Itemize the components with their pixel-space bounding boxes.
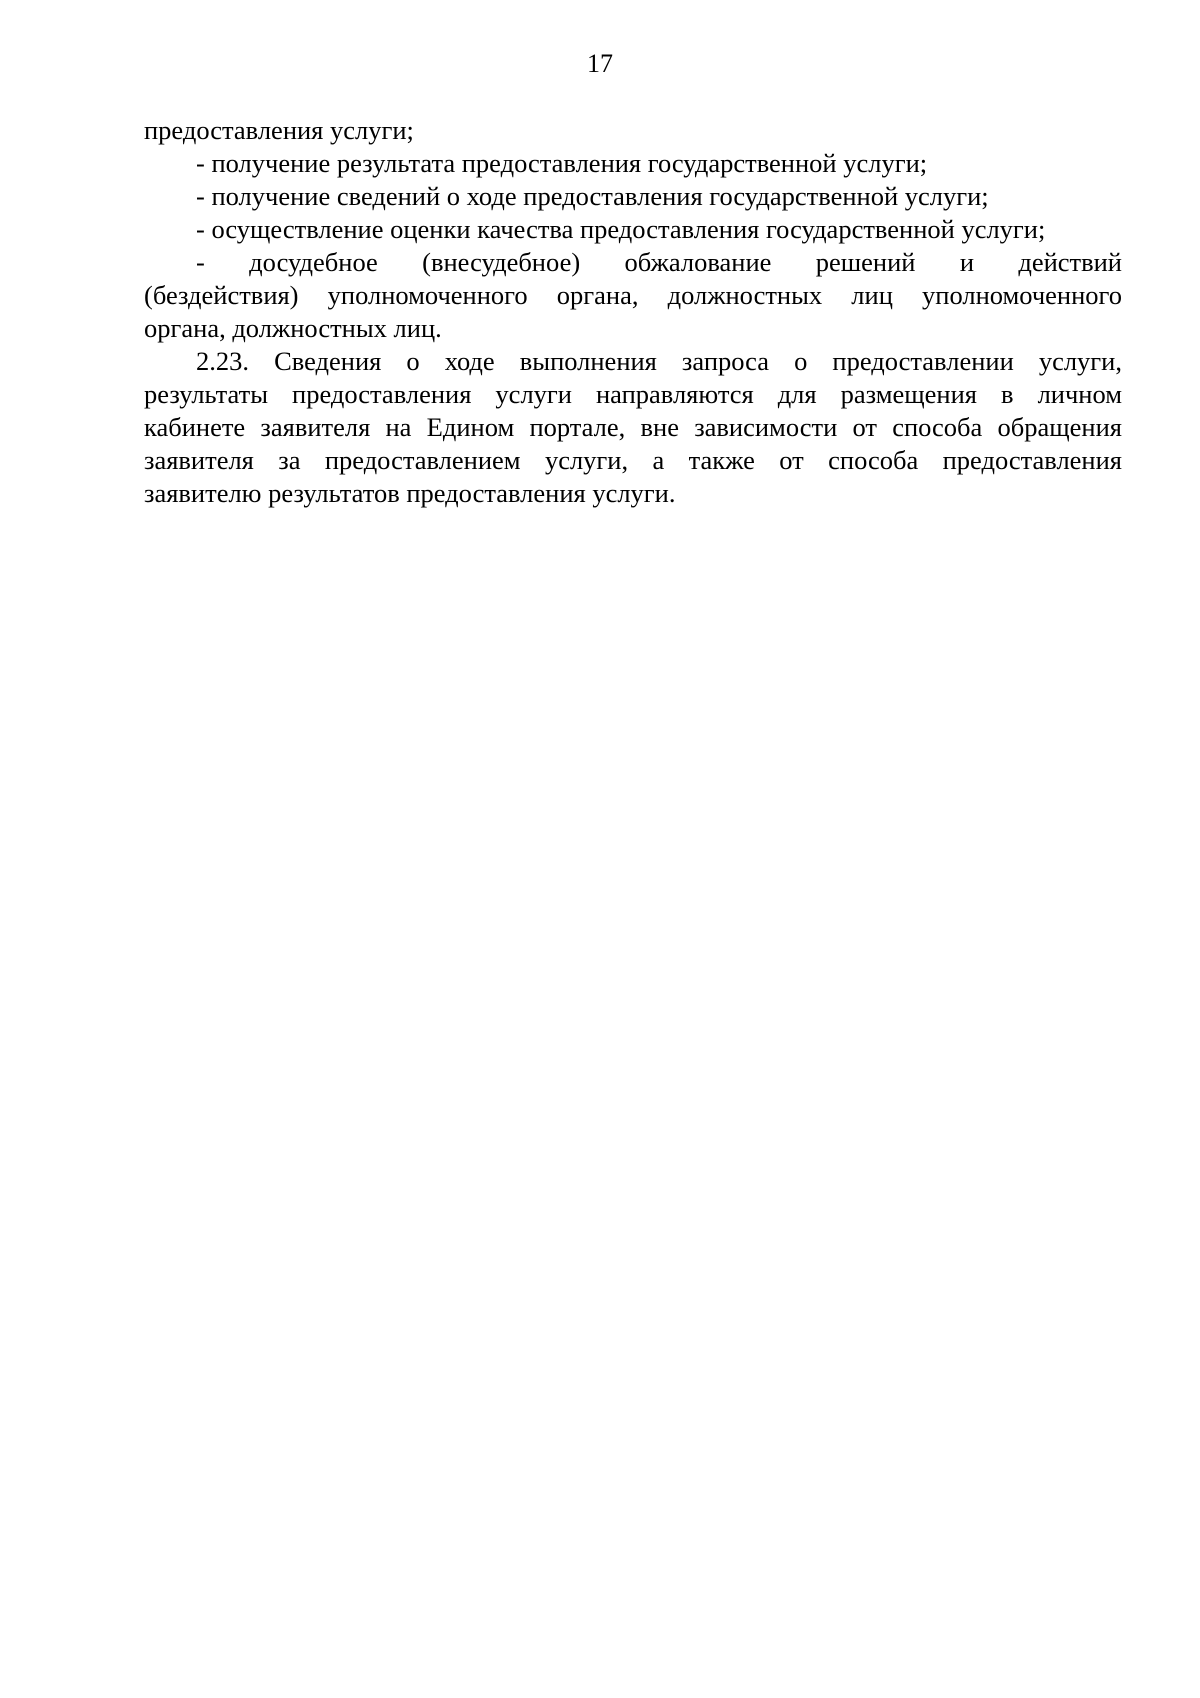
list-item: - осуществление оценки качества предоставления государственной услуги; bbox=[196, 214, 1046, 244]
text-line: предоставления услуги; bbox=[144, 115, 414, 145]
text-line: заявителю результатов предоставления услуги. bbox=[144, 478, 676, 508]
list-item: - досудебное (внесудебное) обжалование решений и действий bbox=[196, 247, 1122, 277]
page-number: 17 bbox=[587, 49, 613, 78]
list-item: - получение результата предоставления государственной услуги; bbox=[196, 148, 928, 178]
paragraph-start: 2.23. Сведения о ходе выполнения запроса о предоставлении услуги, bbox=[196, 346, 1122, 376]
document-body bbox=[144, 114, 1122, 510]
text-line: органа, должностных лиц. bbox=[144, 313, 442, 343]
list-item: - получение сведений о ходе предоставления государственной услуги; bbox=[196, 181, 989, 211]
text-line: кабинете заявителя на Едином портале, вне зависимости от способа обращения bbox=[144, 412, 1122, 442]
text-line: заявителя за предоставлением услуги, а также от способа предоставления bbox=[144, 445, 1122, 475]
text-line: результаты предоставления услуги направляются для размещения в личном bbox=[144, 379, 1122, 409]
text-line: (бездействия) уполномоченного органа, должностных лиц уполномоченного bbox=[144, 280, 1122, 310]
